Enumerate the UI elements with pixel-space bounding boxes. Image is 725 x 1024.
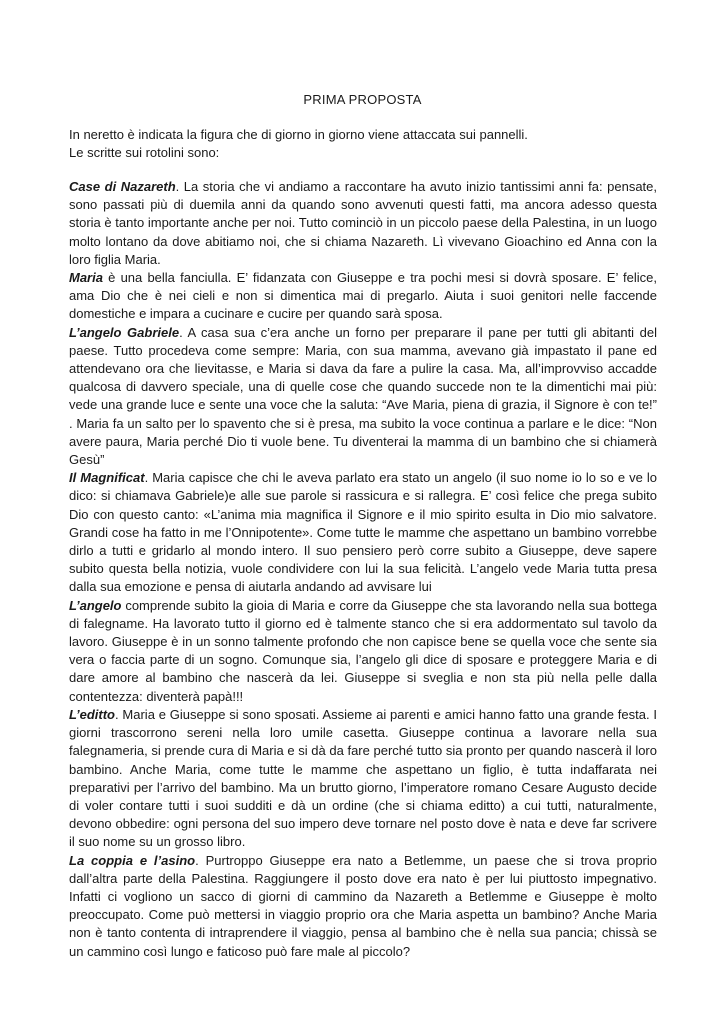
intro-line: Le scritte sui rotolini sono: [69, 145, 220, 160]
intro-line: In neretto è indicata la figura che di giorno in giorno viene attaccata sui pannelli. [69, 127, 528, 142]
section-text: . La storia che vi andiamo a raccontare ha avuto inizio tantissimi anni fa: pensate, sono passati più di duemila anni da quando sono avvenuti questi fatti, ma ancora adesso questa storia è tanto importante anche per noi. Tutto cominciò in un piccolo paese della Palestina, in un luogo molto lontano da dove abitiamo noi, che si chiama Nazareth. Lì vivevano Gioachino ed Anna con la loro figlia Maria. [69, 179, 657, 267]
section-heading: La coppia e l’asino [69, 852, 196, 868]
section-text: . Maria capisce che chi le aveva parlato era stato un angelo (il suo nome io lo so e ve lo dico: si chiamava Gabriele)e alle sue parole si rassicura e si rallegra. E’ così felice che prega subito Dio con questo canto: «L’anima mia magnifica il Signore e il mio spirito esulta in Dio mio salvatore. Grandi cose ha fatto in me l’Onnipotente». Come tutte le mamme che aspettano un bambino vorrebbe dirlo a tutti e gridarlo al mondo intero. Il suo pensiero però corre subito a Giuseppe, deve sapere subito questa bella notizia, vuole condividere con lui la sua felicità. L’angelo vede Maria tutta presa dalla sua emozione e pensa di aiutarla andando ad avvisare lui [69, 470, 657, 595]
story-paragraph [69, 469, 657, 596]
story-paragraph [69, 178, 657, 269]
section-heading: L’editto [69, 706, 115, 722]
story-paragraph [69, 852, 657, 961]
story-body [69, 178, 657, 961]
section-text: . Purtroppo Giuseppe era nato a Betlemme, un paese che si trova proprio dall’altra parte della Palestina. Raggiungere il posto dove era nato è per lui piuttosto impegnativo. Infatti ci vogliono un sacco di giorni di cammino da Nazareth a Betlemme e Giuseppe è molto preoccupato. Come può mettersi in viaggio proprio ora che Maria aspetta un bambino? Anche Maria non è tanto contenta di intraprendere il viaggio, pensa al bambino che è nella sua pancia; chissà se un cammino così lungo e faticoso può fare male al piccolo? [69, 852, 658, 959]
story-paragraph [69, 324, 657, 470]
section-text: comprende subito la gioia di Maria e corre da Giuseppe che sta lavorando nella sua bottega di falegname. Ha lavorato tutto il giorno ed è talmente stanco che si era addormentato sul tavolo da lavoro. Giuseppe è in un sonno talmente profondo che non capisce bene se quella voce che sente sia vera o faccia parte di un sogno. Comunque sia, l’angelo gli dice di sposare e proteggere Maria e di dare amore al bambino che nascerà da lei. Giuseppe si sveglia e non sta più nella pelle dalla contentezza: diventerà papà!!! [69, 597, 657, 704]
section-text: è una bella fanciulla. E’ fidanzata con Giuseppe e tra pochi mesi si dovrà sposare. E’ felice, ama Dio che è nei cieli e non si dimentica mai di pregarlo. Aiuta i suoi genitori nelle faccende domestiche e impara a cucinare e cucire per quando sarà sposa. [69, 270, 657, 322]
story-paragraph [69, 706, 657, 852]
section-heading: L’angelo Gabriele [69, 324, 180, 340]
section-heading: L’angelo [69, 597, 122, 613]
section-text: . A casa sua c’era anche un forno per preparare il pane per tutti gli abitanti del paese. Tutto procedeva come sempre: Maria, con sua mamma, avevano già impastato il pane ed attendevano ora che lievitasse, e Maria si dava da fare a pulire la casa. Ma, all’improvviso accadde qualcosa di davvero speciale, una di quelle cose che quando succede non te la dimentichi mai più: vede una grande luce e sente una voce che la saluta: “Ave Maria, piena di grazia, il Signore è con te!” . Maria fa un salto per lo spavento che si è presa, ma subito la voce continua a parlare e le dice: “Non avere paura, Maria perché Dio ti vuole bene. Tu diventerai la mamma di un bambino che si chiamerà Gesù” [69, 324, 657, 468]
page-title: PRIMA PROPOSTA [303, 92, 422, 107]
section-text: . Maria e Giuseppe si sono sposati. Assieme ai parenti e amici hanno fatto una grande festa. I giorni trascorrono sereni nella loro umile casetta. Giuseppe continua a lavorare nella sua falegnameria, si prende cura di Maria e si dà da fare perché tutto sia pronto per quando nascerà il loro bambino. Anche Maria, come tutte le mamme che aspettano un figlio, è tutta indaffarata nei preparativi per l’arrivo del bambino. Ma un brutto giorno, l’imperatore romano Cesare Augusto decide di voler contare tutti i suoi sudditi e dà un ordine (che si chiama editto) a cui tutti, naturalmente, devono obbedire: ogni persona del suo impero deve tornare nel posto dove è nata e deve far scrivere il suo nome su un grosso libro. [69, 706, 657, 850]
section-heading: Case di Nazareth [69, 179, 176, 194]
story-paragraph [69, 597, 657, 706]
section-heading: Maria [69, 270, 103, 286]
story-paragraph [69, 269, 657, 324]
section-heading: Il Magnificat [69, 470, 145, 486]
